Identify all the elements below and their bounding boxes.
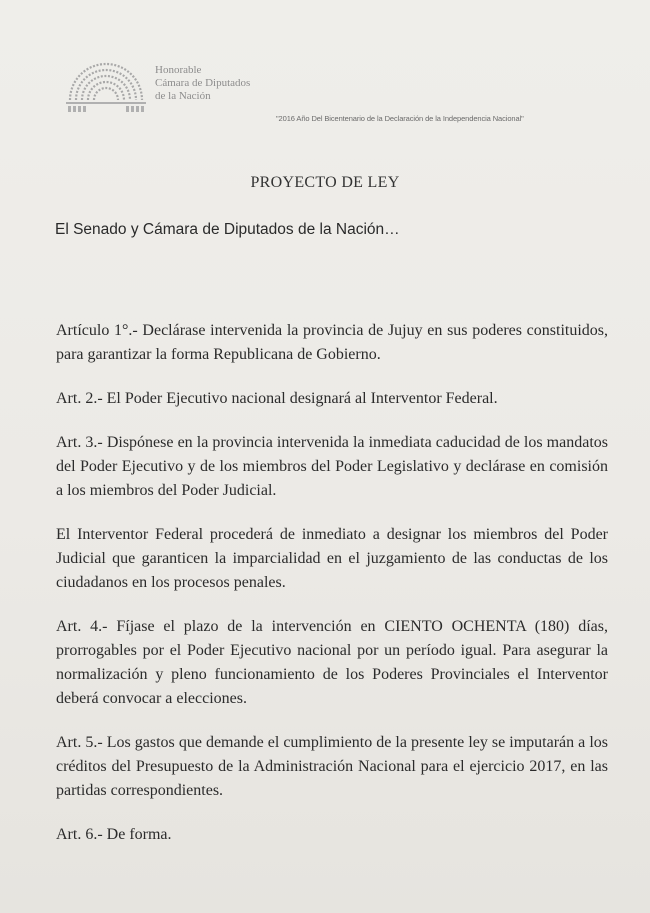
article-2: Art. 2.- El Poder Ejecutivo nacional designará al Interventor Federal. — [56, 390, 498, 407]
institution-line-2: Cámara de Diputados — [155, 77, 251, 89]
article-4: Art. 4.- Fíjase el plazo de la intervención en CIENTO OCHENTA (180) días, prorrogables por el Poder Ejecutivo nacional por un período igual. Para asegurar la normalización y pleno funcionamiento de los Poderes Provinciales el Interventor deberá convocar a elecciones. — [56, 618, 608, 707]
article-6: Art. 6.- De forma. — [56, 826, 172, 843]
articles-list — [56, 319, 608, 867]
header-note: "2016 Año Del Bicentenario de la Declaración de la Independencia Nacional" — [276, 114, 524, 123]
preamble: El Senado y Cámara de Diputados de la Nación… — [55, 221, 400, 238]
page-title: PROYECTO DE LEY — [250, 174, 400, 191]
chamber-emblem-icon — [62, 56, 150, 114]
article-5: Art. 5.- Los gastos que demande el cumplimiento de la presente ley se imputarán a los créditos del Presupuesto de la Administración Nacional para el ejercicio 2017, en las partidas correspondientes. — [56, 734, 608, 799]
article-3-paragraph-2: El Interventor Federal procederá de inmediato a designar los miembros del Poder Judicial que garanticen la imparcialidad en el juzgamiento de las conductas de los ciudadanos en los procesos penales. — [56, 526, 608, 591]
institution-line-1: Honorable — [155, 64, 202, 76]
institution-line-3: de la Nación — [155, 90, 211, 102]
article-3: Art. 3.- Dispónese en la provincia intervenida la inmediata caducidad de los mandatos del Poder Ejecutivo y de los miembros del Poder Legislativo y declárase en comisión a los miembros del Poder Judicial. — [56, 434, 608, 499]
institution-name — [155, 64, 250, 103]
article-1: Artículo 1°.- Declárase intervenida la provincia de Jujuy en sus poderes constituidos, para garantizar la forma Republicana de Gobierno. — [56, 322, 608, 363]
